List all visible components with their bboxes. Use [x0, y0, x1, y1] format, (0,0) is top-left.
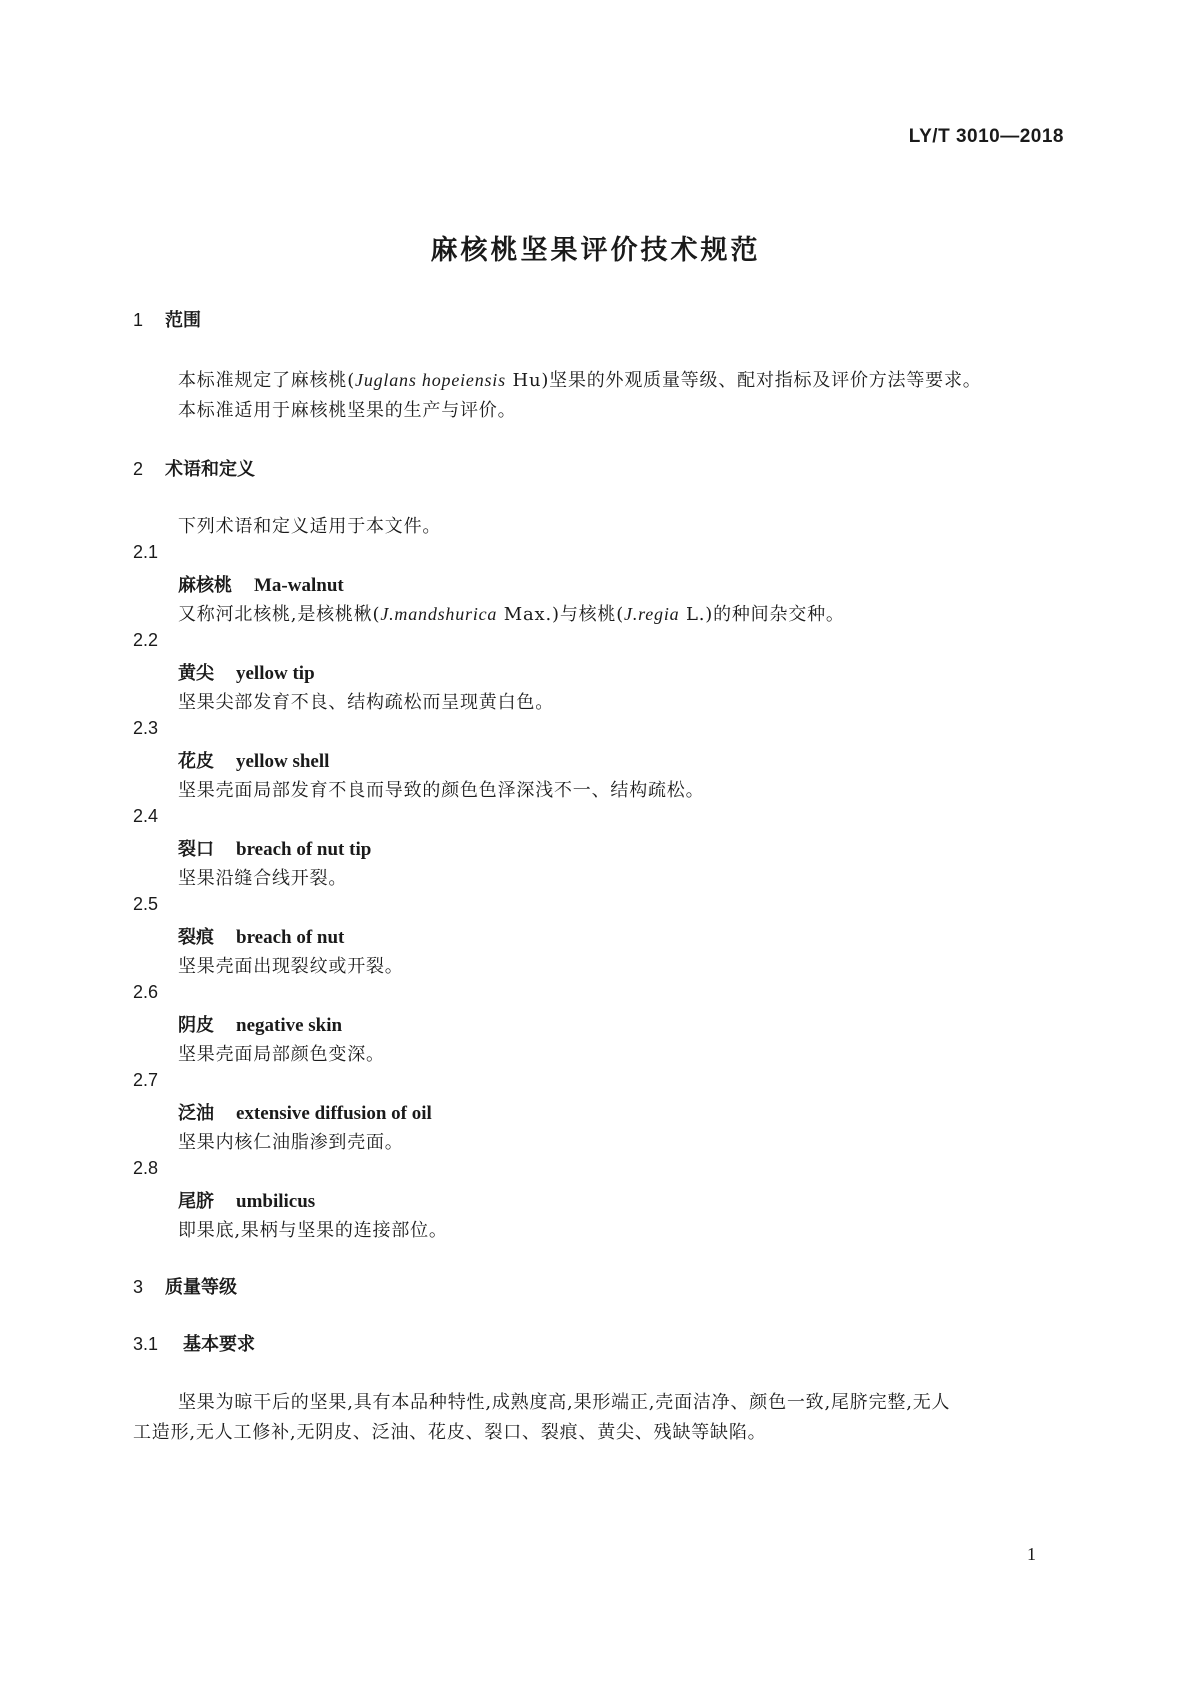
term-heading	[178, 1187, 315, 1213]
term-english: umbilicus	[236, 1191, 316, 1212]
section-1-heading	[133, 306, 201, 332]
term-chinese: 麻核桃	[178, 575, 232, 596]
term-english: Ma-walnut	[254, 575, 344, 596]
term-number: 2.3	[133, 718, 159, 738]
scope-paragraph-2: 本标准适用于麻核桃坚果的生产与评价。	[178, 400, 517, 421]
term-heading	[178, 659, 315, 685]
subsection-3-1-heading	[133, 1330, 255, 1356]
term-definition: 坚果内核仁油脂渗到壳面。	[178, 1132, 404, 1153]
term-english: yellow tip	[236, 663, 315, 684]
term-number: 2.4	[133, 806, 159, 826]
term-chinese: 裂痕	[178, 927, 214, 948]
term-definition: 坚果壳面出现裂纹或开裂。	[178, 956, 404, 977]
section-number: 2	[133, 459, 144, 479]
standard-code: LY/T 3010—2018	[908, 126, 1064, 147]
subsection-number: 3.1	[133, 1334, 159, 1354]
section-title: 质量等级	[165, 1277, 237, 1298]
term-definition: 坚果沿缝合线开裂。	[178, 868, 348, 889]
subsection-title: 基本要求	[183, 1334, 255, 1355]
section-title: 术语和定义	[165, 459, 255, 480]
section-2-heading	[133, 455, 255, 481]
term-number: 2.5	[133, 894, 159, 914]
term-heading	[178, 747, 329, 773]
term-definition: 坚果壳面局部发育不良而导致的颜色色泽深浅不一、结构疏松。	[178, 780, 705, 801]
term-number: 2.8	[133, 1158, 159, 1178]
term-definition: 坚果尖部发育不良、结构疏松而呈现黄白色。	[178, 692, 554, 713]
term-english: negative skin	[236, 1015, 343, 1036]
basic-requirements-line-2: 工造形,无人工修补,无阴皮、泛油、花皮、裂口、裂痕、黄尖、残缺等缺陷。	[133, 1422, 767, 1443]
latin-name: J.regia	[624, 604, 680, 624]
page-number: 1	[1027, 1544, 1036, 1564]
term-chinese: 阴皮	[178, 1015, 214, 1036]
term-definition: 即果底,果柄与坚果的连接部位。	[178, 1220, 448, 1241]
term-english: extensive diffusion of oil	[236, 1103, 432, 1124]
section-3-heading	[133, 1273, 237, 1299]
section-title: 范围	[165, 310, 201, 331]
term-number: 2.6	[133, 982, 159, 1002]
term-heading	[178, 923, 344, 949]
term-definition	[178, 600, 845, 626]
term-english: yellow shell	[236, 751, 330, 772]
term-number: 2.2	[133, 630, 159, 650]
term-chinese: 尾脐	[178, 1191, 214, 1212]
term-heading	[178, 1099, 432, 1125]
term-number: 2.7	[133, 1070, 159, 1090]
text: Hu)坚果的外观质量等级、配对指标及评价方法等要求。	[505, 370, 982, 391]
term-definition: 坚果壳面局部颜色变深。	[178, 1044, 385, 1065]
document-title: 麻核桃坚果评价技术规范	[430, 235, 761, 266]
term-number: 2.1	[133, 542, 159, 562]
term-heading	[178, 1011, 342, 1037]
latin-name: J.mandshurica	[380, 604, 498, 624]
section-number: 1	[133, 310, 144, 330]
text: 又称河北核桃,是核桃楸(	[178, 604, 381, 625]
term-english: breach of nut tip	[236, 839, 372, 860]
text: 本标准规定了麻核桃(	[178, 370, 356, 391]
term-english: breach of nut	[236, 927, 345, 948]
scope-paragraph-1	[178, 366, 982, 392]
term-chinese: 裂口	[178, 839, 214, 860]
text: L.)的种间杂交种。	[679, 604, 845, 625]
term-chinese: 泛油	[178, 1103, 214, 1124]
term-chinese: 黄尖	[178, 663, 214, 684]
term-heading	[178, 571, 344, 597]
basic-requirements-line-1: 坚果为晾干后的坚果,具有本品种特性,成熟度高,果形端正,壳面洁净、颜色一致,尾脐完整,无人	[178, 1392, 951, 1413]
section-number: 3	[133, 1277, 144, 1297]
term-heading	[178, 835, 371, 861]
latin-name: Juglans hopeiensis	[355, 370, 506, 390]
text: Max.)与核桃(	[497, 604, 625, 625]
terms-intro: 下列术语和定义适用于本文件。	[178, 516, 442, 537]
term-chinese: 花皮	[178, 751, 214, 772]
